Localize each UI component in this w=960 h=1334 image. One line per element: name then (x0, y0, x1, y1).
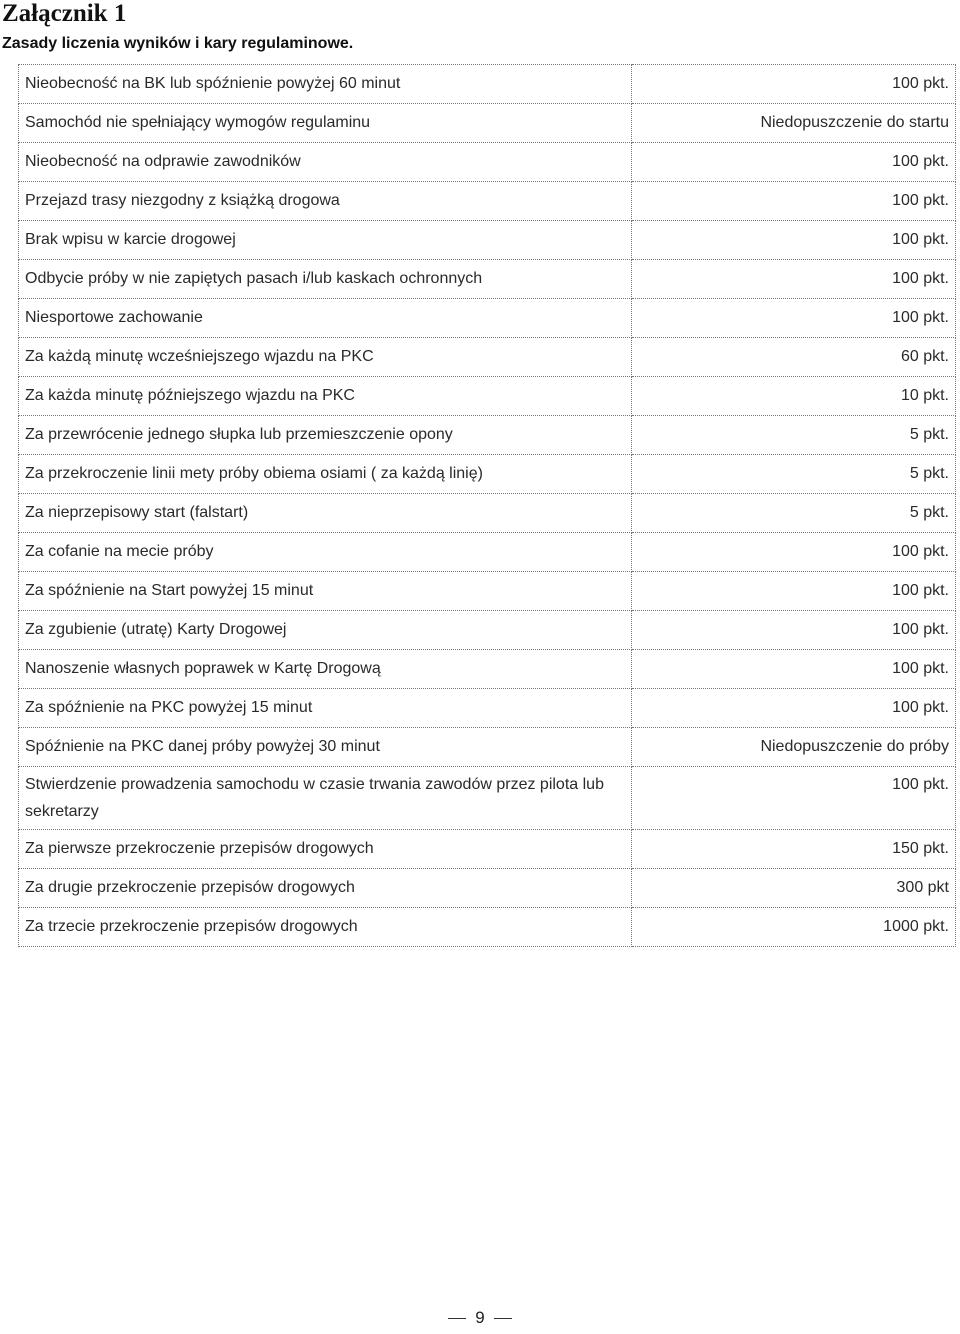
rule-description: Za przewrócenie jednego słupka lub przemieszczenie opony (19, 416, 632, 455)
rule-description: Nieobecność na BK lub spóźnienie powyżej 60 minut (19, 65, 632, 104)
rule-penalty: 10 pkt. (632, 377, 956, 416)
footer-dash-right (494, 1318, 512, 1319)
table-row (19, 338, 956, 377)
page-title: Załącznik 1 (2, 0, 127, 27)
table-row (19, 611, 956, 650)
table-row (19, 65, 956, 104)
rule-penalty: 100 pkt. (632, 299, 956, 338)
rule-description: Brak wpisu w karcie drogowej (19, 221, 632, 260)
table-row (19, 182, 956, 221)
table-row (19, 728, 956, 767)
table-row (19, 143, 956, 182)
rule-penalty: 100 pkt. (632, 767, 956, 830)
rule-description: Przejazd trasy niezgodny z książką drogowa (19, 182, 632, 221)
rule-description: Niesportowe zachowanie (19, 299, 632, 338)
table-row (19, 221, 956, 260)
rule-penalty: 100 pkt. (632, 650, 956, 689)
table-row (19, 299, 956, 338)
footer-dash-left (448, 1318, 466, 1319)
table-row (19, 260, 956, 299)
table-row (19, 830, 956, 869)
table-row (19, 767, 956, 830)
rule-description: Za zgubienie (utratę) Karty Drogowej (19, 611, 632, 650)
table-row (19, 869, 956, 908)
table-row (19, 104, 956, 143)
table-row (19, 650, 956, 689)
table-row (19, 689, 956, 728)
page-number: 9 (475, 1308, 485, 1327)
rule-description: Za drugie przekroczenie przepisów drogowych (19, 869, 632, 908)
penalty-rules-table (18, 64, 956, 947)
rule-description: Za nieprzepisowy start (falstart) (19, 494, 632, 533)
rule-description: Nanoszenie własnych poprawek w Kartę Drogową (19, 650, 632, 689)
table-row (19, 416, 956, 455)
rule-penalty: 100 pkt. (632, 572, 956, 611)
rule-penalty: 100 pkt. (632, 65, 956, 104)
rule-penalty: 5 pkt. (632, 494, 956, 533)
rule-penalty: 1000 pkt. (632, 908, 956, 947)
rule-description: Stwierdzenie prowadzenia samochodu w czasie trwania zawodów przez pilota lub sekretarzy (19, 767, 632, 830)
rule-penalty: 100 pkt. (632, 611, 956, 650)
rule-description: Za spóźnienie na PKC powyżej 15 minut (19, 689, 632, 728)
rule-description: Za trzecie przekroczenie przepisów drogowych (19, 908, 632, 947)
rule-penalty: 100 pkt. (632, 533, 956, 572)
page-subtitle: Zasady liczenia wyników i kary regulaminowe. (2, 35, 354, 52)
rule-description: Za pierwsze przekroczenie przepisów drogowych (19, 830, 632, 869)
rule-description: Za przekroczenie linii mety próby obiema osiami ( za każdą linię) (19, 455, 632, 494)
rule-penalty: 100 pkt. (632, 182, 956, 221)
table-row (19, 908, 956, 947)
rule-penalty: Niedopuszczenie do startu (632, 104, 956, 143)
table-row (19, 572, 956, 611)
table-row (19, 494, 956, 533)
rule-description: Za każda minutę późniejszego wjazdu na PKC (19, 377, 632, 416)
rule-description: Za każdą minutę wcześniejszego wjazdu na PKC (19, 338, 632, 377)
rule-description: Za cofanie na mecie próby (19, 533, 632, 572)
rule-description: Za spóźnienie na Start powyżej 15 minut (19, 572, 632, 611)
rule-penalty: 60 pkt. (632, 338, 956, 377)
table-row (19, 533, 956, 572)
rule-description: Spóźnienie na PKC danej próby powyżej 30 minut (19, 728, 632, 767)
rule-penalty: 100 pkt. (632, 221, 956, 260)
rule-penalty: Niedopuszczenie do próby (632, 728, 956, 767)
rule-description: Samochód nie spełniający wymogów regulaminu (19, 104, 632, 143)
rule-penalty: 100 pkt. (632, 260, 956, 299)
rule-description: Nieobecność na odprawie zawodników (19, 143, 632, 182)
table-row (19, 377, 956, 416)
rule-penalty: 300 pkt (632, 869, 956, 908)
rule-penalty: 100 pkt. (632, 689, 956, 728)
rule-penalty: 100 pkt. (632, 143, 956, 182)
table-row (19, 455, 956, 494)
rule-penalty: 5 pkt. (632, 416, 956, 455)
rule-description: Odbycie próby w nie zapiętych pasach i/lub kaskach ochronnych (19, 260, 632, 299)
rule-penalty: 150 pkt. (632, 830, 956, 869)
rule-penalty: 5 pkt. (632, 455, 956, 494)
page-footer (0, 1308, 960, 1332)
